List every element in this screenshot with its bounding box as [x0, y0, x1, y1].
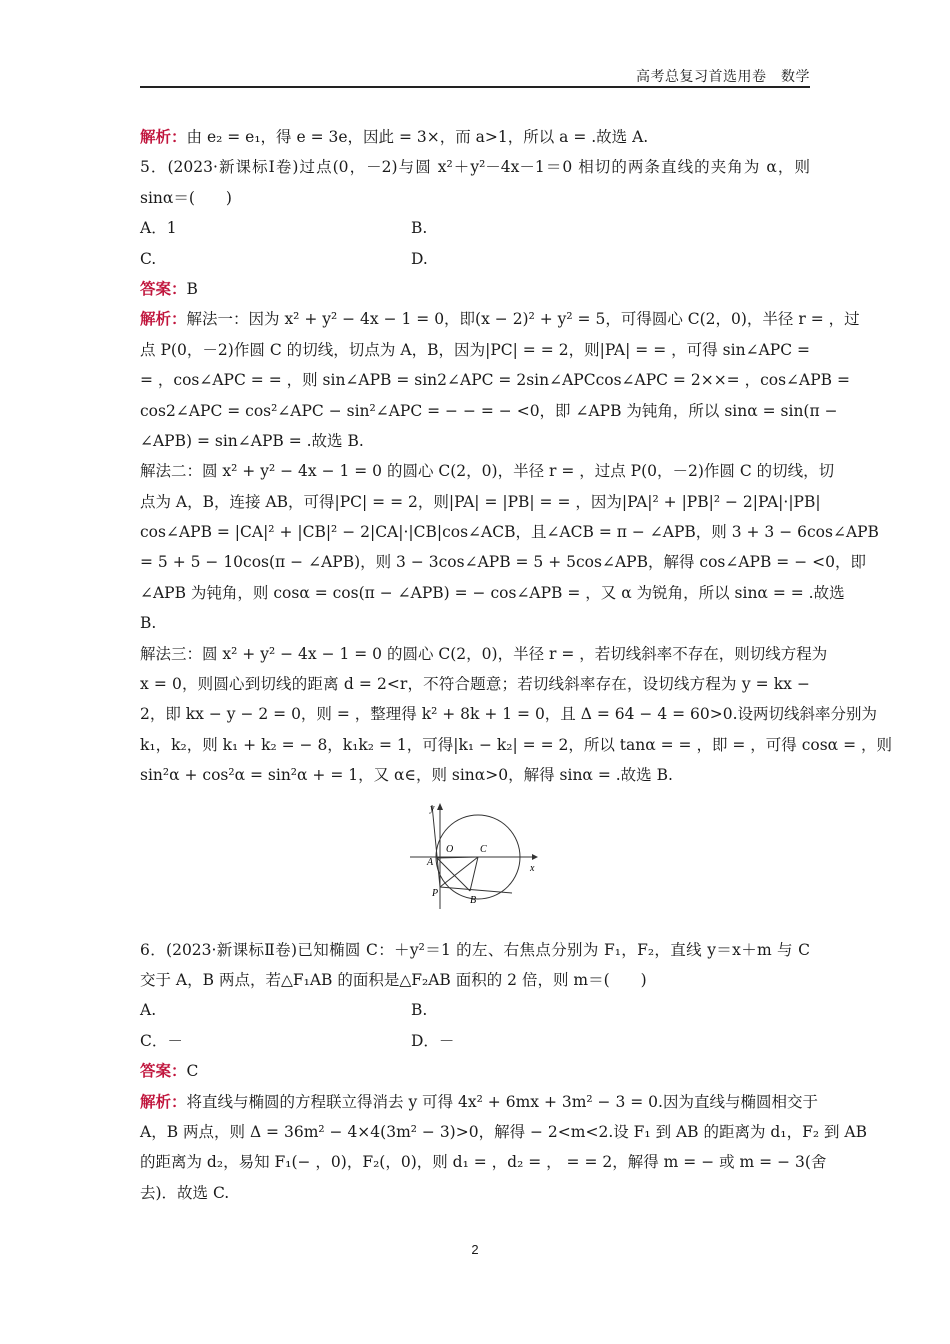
q5-option-c: C. — [140, 249, 157, 268]
q6-option-c: C．－ — [140, 1031, 183, 1050]
label-a: A — [427, 856, 434, 868]
label-o: O — [446, 843, 454, 855]
q5-solution1-line-3: = ，cos∠APC = = ，则 sin∠APB = sin2∠APC = 2sin∠APCcos∠APC = 2××= ，cos∠APB = — [140, 371, 850, 390]
q5-solution1-line-2: 点 P(0，－2)作圆 C 的切线，切点为 A，B，因为|PC| = = 2，则|PA| = = ，可得 sin∠APC = — [140, 340, 810, 359]
analysis-label: 解析： — [140, 310, 187, 329]
q5-option-a: A．1 — [140, 219, 177, 238]
q6-stem-line-2: 交于 A，B 两点，若△F₁AB 的面积是△F₂AB 面积的 2 倍，则 m＝( ) — [140, 970, 647, 989]
q4-analysis-line — [140, 122, 810, 152]
q5-solution2-line-6: B. — [140, 614, 157, 633]
q5-answer-line — [140, 274, 810, 304]
q5-options-row-1 — [140, 213, 810, 243]
q6-analysis-line-2: A，B 两点，则 Δ = 36m² − 4×4(3m² − 3)>0，解得 − 2<m<2.设 F₁ 到 AB 的距离为 d₁，F₂ 到 AB — [140, 1122, 867, 1141]
q5-solution3-line-4: k₁，k₂，则 k₁ + k₂ = − 8，k₁k₂ = 1，可得|k₁ − k₂| = = 2，所以 tanα = = ，即 = ，可得 cosα = ，则 — [140, 735, 892, 754]
q4-analysis-text: 由 e₂ = e₁，得 e = 3e，因此 = 3×，而 a>1，所以 a = .故选 A. — [186, 128, 649, 146]
q5-option-d: D. — [411, 249, 428, 268]
circle-tangent-figure — [140, 791, 810, 921]
header-rule — [140, 86, 810, 88]
q5-stem-line-2: sinα＝( ) — [140, 188, 232, 207]
q5-solution1-line-1 — [140, 304, 860, 334]
label-y: y — [430, 802, 435, 814]
q5-solution1-line-4: cos2∠APC = cos²∠APC − sin²∠APC = − − = − <0，即 ∠APB 为钝角，所以 sinα = sin(π − — [140, 401, 838, 420]
y-axis-arrow — [437, 803, 443, 810]
q5-answer: B — [186, 279, 198, 298]
q5-solution3-line-1: 解法三：圆 x² + y² − 4x − 1 = 0 的圆心 C(2，0)，半径 r = ，若切线斜率不存在，则切线方程为 — [140, 644, 828, 663]
q5-options-row-2 — [140, 244, 810, 274]
page-content — [140, 122, 892, 1208]
q5-solution2-line-4: = 5 + 5 − 10cos(π − ∠APB)，则 3 − 3cos∠APB = 5 + 5cos∠APB，解得 cos∠APB = − <0，即 — [140, 553, 866, 572]
figure-svg — [410, 801, 540, 911]
tangent-line-pb — [440, 887, 512, 893]
q6-options-row-1 — [140, 995, 810, 1025]
q5-option-b: B. — [411, 219, 428, 238]
page-number: 2 — [471, 1242, 479, 1257]
x-axis-arrow — [532, 854, 538, 860]
header-title: 高考总复习首选用卷 数学 — [636, 69, 810, 85]
answer-label: 答案： — [140, 279, 187, 298]
q6-analysis-line-1 — [140, 1087, 818, 1117]
label-x: x — [530, 862, 535, 874]
q6-options-row-2 — [140, 1026, 810, 1056]
solution-text: 解法一：因为 x² + y² − 4x − 1 = 0，即(x − 2)² + y² = 5，可得圆心 C(2，0)，半径 r = ，过 — [186, 310, 860, 329]
q5-solution2-line-5: ∠APB 为钝角，则 cosα = cos(π − ∠APB) = − cos∠APB = ，又 α 为锐角，所以 sinα = = .故选 — [140, 583, 845, 602]
q5-solution2-line-2: 点为 A，B，连接 AB，可得|PC| = = 2，则|PA| = |PB| = = ，因为|PA|² + |PB|² − 2|PA|·|PB| — [140, 492, 821, 511]
tangent-line-pa — [432, 805, 440, 887]
q6-answer-line — [140, 1056, 810, 1086]
q6-option-a: A. — [140, 1001, 157, 1020]
q6-option-b: B. — [411, 1001, 428, 1020]
spacer — [140, 921, 810, 935]
q5-solution3-line-5: sin²α + cos²α = sin²α + = 1，又 α∈，则 sinα>0，解得 sinα = .故选 B. — [140, 766, 673, 785]
label-p: P — [432, 887, 439, 899]
answer-label: 答案： — [140, 1062, 187, 1081]
analysis-text: 将直线与椭圆的方程联立得消去 y 可得 4x² + 6mx + 3m² − 3 = 0.因为直线与椭圆相交于 — [186, 1092, 818, 1111]
label-b: B — [470, 894, 477, 906]
q6-answer: C — [186, 1062, 199, 1081]
analysis-label: 解析： — [140, 1092, 187, 1111]
q5-solution3-line-3: 2，即 kx − y − 2 = 0，则 = ，整理得 k² + 8k + 1 = 0，且 Δ = 64 − 4 = 60>0.设两切线斜率分别为 — [140, 705, 878, 724]
q5-solution2-line-1: 解法二：圆 x² + y² − 4x − 1 = 0 的圆心 C(2，0)，半径 r = ，过点 P(0，－2)作圆 C 的切线，切 — [140, 462, 835, 481]
q5-solution3-line-2: x = 0，则圆心到切线的距离 d = 2<r，不符合题意；若切线斜率存在，设切线方程为 y = kx − — [140, 675, 810, 694]
q5-solution1-line-5: ∠APB) = sin∠APB = .故选 B. — [140, 431, 364, 450]
q6-stem-line-1: 6．(2023·新课标Ⅱ卷)已知椭圆 C：＋y²＝1 的左、右焦点分别为 F₁，F₂，直线 y＝x＋m 与 C — [140, 940, 810, 959]
q6-analysis-line-3: 的距离为 d₂，易知 F₁(− ，0)，F₂(，0)，则 d₁ = ，d₂ = ， = = 2，解得 m = − 或 m = − 3(舍 — [140, 1153, 827, 1172]
q6-analysis-line-4: 去)．故选 C. — [140, 1183, 230, 1202]
analysis-label: 解析： — [140, 128, 187, 146]
q5-stem-line-1: 5．(2023·新课标Ⅰ卷)过点(0，－2)与圆 x²＋y²－4x－1＝0 相切的两条直线的夹角为 α，则 — [140, 158, 810, 177]
q5-solution2-line-3: cos∠APB = |CA|² + |CB|² − 2|CA|·|CB|cos∠ACB，且∠ACB = π − ∠APB，则 3 + 3 − 6cos∠APB — [140, 523, 879, 542]
q6-option-d: D．－ — [411, 1031, 455, 1050]
label-c: C — [480, 843, 487, 855]
